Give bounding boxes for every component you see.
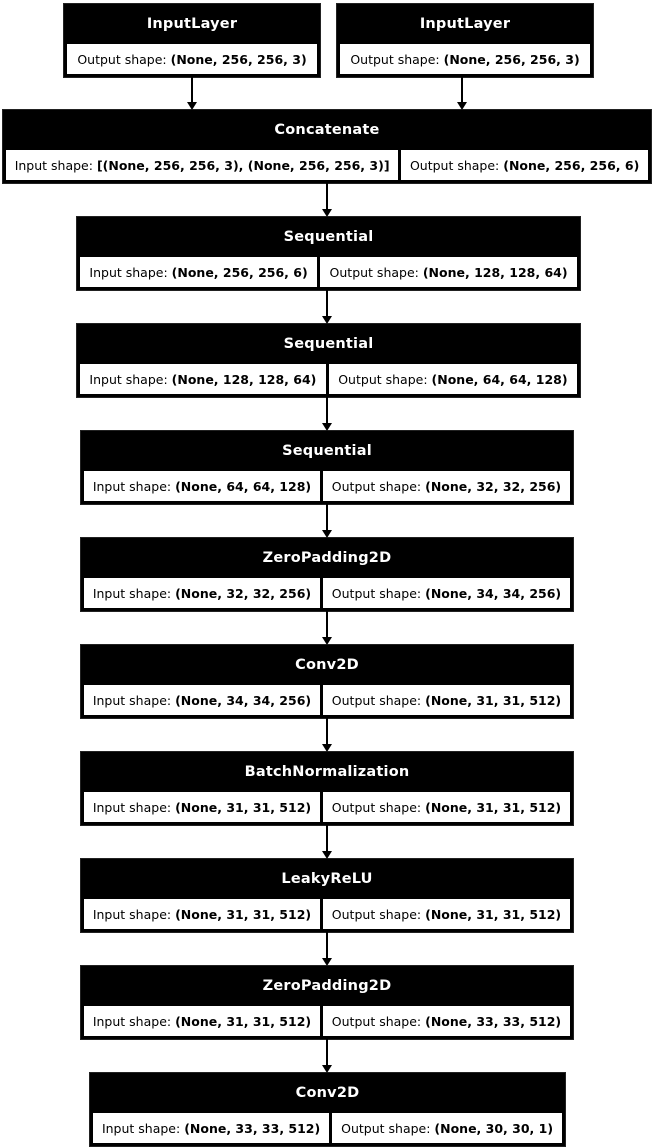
edge-line [326,611,328,639]
shape-cell-label: Output shape: [329,264,423,280]
shape-cell-label: Output shape: [409,157,504,173]
layer-node-conv2d-1 [81,645,573,718]
edge-inputlayer-2-to-concatenate [456,77,468,110]
arrowhead-icon [322,209,332,217]
edge-line [461,77,463,104]
shape-cell-value: (None, 31, 31, 512) [425,906,562,922]
shape-cell-label: Input shape: [92,906,176,922]
shape-cells [84,899,570,929]
edge-inputlayer-1-to-concatenate [186,77,198,110]
shape-cell [323,899,570,929]
shape-cell [93,1113,329,1143]
shape-cells [80,257,577,287]
shape-cell [323,685,570,715]
layer-type-label: BatchNormalization [244,764,410,780]
shape-cell-value: (None, 128, 128, 64) [171,371,317,387]
shape-cell-value: [(None, 256, 256, 3), (None, 256, 256, 3)] [96,157,390,173]
shape-cell [67,44,317,74]
shape-cell [320,257,577,287]
arrowhead-icon [322,744,332,752]
shape-cell-label: Input shape: [101,1120,185,1136]
arrowhead-icon [322,1065,332,1073]
shape-cell-label: Output shape: [338,371,432,387]
shape-cell-label: Input shape: [89,264,172,280]
shape-cells [84,1006,570,1036]
shape-cell [323,471,570,501]
edge-line [326,718,328,746]
shape-cell-label: Output shape: [331,799,426,815]
arrowhead-icon [322,423,332,431]
layer-node-sequential-3 [81,431,573,504]
shape-cell-value: (None, 256, 256, 6) [503,157,640,173]
edge-line [326,932,328,960]
edge-sequential-1-to-sequential-2 [321,290,333,324]
edge-line [326,825,328,853]
shape-cell [323,1006,570,1036]
shape-cell [84,578,320,608]
shape-cell-value: (None, 33, 33, 512) [184,1120,321,1136]
shape-cells [84,685,570,715]
layer-type-label: Sequential [283,336,374,352]
arrowhead-icon [322,637,332,645]
edge-line [326,397,328,425]
shape-cell-value: (None, 256, 256, 3) [443,51,580,67]
shape-cell-label: Input shape: [92,1013,176,1029]
layer-node-conv2d-2 [90,1073,565,1146]
shape-cell-label: Input shape: [92,799,176,815]
shape-cell [84,685,320,715]
shape-cell-label: Output shape: [331,692,426,708]
arrowhead-icon [322,851,332,859]
edge-conv2d-1-to-batchnormalization [321,718,333,752]
shape-cell-label: Output shape: [331,1013,426,1029]
edge-zeropadding2d-2-to-conv2d-2 [321,1039,333,1073]
layer-type-label: ZeroPadding2D [262,978,392,994]
shape-cell [340,44,590,74]
shape-cell-value: (None, 30, 30, 1) [434,1120,554,1136]
shape-cell-value: (None, 31, 31, 512) [425,799,562,815]
layer-node-inputlayer-1 [64,4,320,77]
shape-cell-value: (None, 31, 31, 512) [175,1013,312,1029]
shape-cell [84,899,320,929]
shape-cell-label: Input shape: [92,478,176,494]
layer-node-leakyrelu [81,859,573,932]
shape-cell-label: Output shape: [341,1120,435,1136]
layer-node-concatenate [3,110,651,183]
shape-cell-label: Output shape: [331,585,426,601]
edge-batchnormalization-to-leakyrelu [321,825,333,859]
layer-node-zeropadding2d-1 [81,538,573,611]
shape-cells [67,44,317,74]
shape-cell [84,471,320,501]
shape-cell [84,1006,320,1036]
edge-line [326,183,328,211]
layer-type-label: LeakyReLU [281,871,373,887]
shape-cells [80,364,577,394]
edge-sequential-2-to-sequential-3 [321,397,333,431]
shape-cells [340,44,590,74]
shape-cell-value: (None, 64, 64, 128) [431,371,568,387]
shape-cells [84,471,570,501]
layer-node-sequential-2 [77,324,580,397]
shape-cell-value: (None, 34, 34, 256) [175,692,312,708]
shape-cell-value: (None, 31, 31, 512) [175,906,312,922]
layer-node-sequential-1 [77,217,580,290]
layer-type-label: InputLayer [419,16,511,32]
layer-type-label: Conv2D [295,657,359,673]
shape-cells [6,150,648,180]
shape-cell [401,150,648,180]
edge-line [326,290,328,318]
shape-cell [84,792,320,822]
shape-cells [84,578,570,608]
shape-cell [323,792,570,822]
arrowhead-icon [457,102,467,110]
shape-cell-label: Output shape: [331,906,426,922]
edge-concatenate-to-sequential-1 [321,183,333,217]
layer-node-batchnormalization [81,752,573,825]
edge-line [326,504,328,532]
shape-cell-value: (None, 31, 31, 512) [425,692,562,708]
edge-sequential-3-to-zeropadding2d-1 [321,504,333,538]
shape-cell-value: (None, 256, 256, 6) [171,264,308,280]
shape-cell-label: Input shape: [89,371,172,387]
shape-cell-label: Input shape: [14,157,97,173]
shape-cell-value: (None, 33, 33, 512) [425,1013,562,1029]
layer-type-label: Conv2D [295,1085,360,1101]
edge-line [326,1039,328,1067]
edge-zeropadding2d-1-to-conv2d-1 [321,611,333,645]
shape-cell-label: Output shape: [77,51,171,67]
shape-cell [329,364,577,394]
layer-type-label: Sequential [283,229,374,245]
shape-cell-value: (None, 128, 128, 64) [422,264,568,280]
arrowhead-icon [187,102,197,110]
shape-cell-label: Input shape: [92,692,176,708]
shape-cell-label: Output shape: [331,478,426,494]
edge-line [191,77,193,104]
shape-cell-label: Output shape: [350,51,444,67]
arrowhead-icon [322,530,332,538]
shape-cell-label: Input shape: [92,585,176,601]
layer-type-label: Concatenate [274,122,380,138]
arrowhead-icon [322,958,332,966]
layer-type-label: Sequential [282,443,372,459]
layer-type-label: ZeroPadding2D [262,550,392,566]
shape-cell-value: (None, 32, 32, 256) [425,478,562,494]
shape-cell [6,150,398,180]
shape-cell [332,1113,562,1143]
shape-cell-value: (None, 256, 256, 3) [170,51,307,67]
shape-cell-value: (None, 64, 64, 128) [175,478,312,494]
shape-cell-value: (None, 31, 31, 512) [175,799,312,815]
layer-type-label: InputLayer [146,16,238,32]
edge-leakyrelu-to-zeropadding2d-2 [321,932,333,966]
shape-cell [80,257,317,287]
arrowhead-icon [322,316,332,324]
shape-cells [84,792,570,822]
layer-node-zeropadding2d-2 [81,966,573,1039]
layer-node-inputlayer-2 [337,4,593,77]
shape-cell-value: (None, 32, 32, 256) [175,585,312,601]
shape-cell-value: (None, 34, 34, 256) [425,585,562,601]
shape-cells [93,1113,562,1143]
shape-cell [80,364,326,394]
shape-cell [323,578,570,608]
